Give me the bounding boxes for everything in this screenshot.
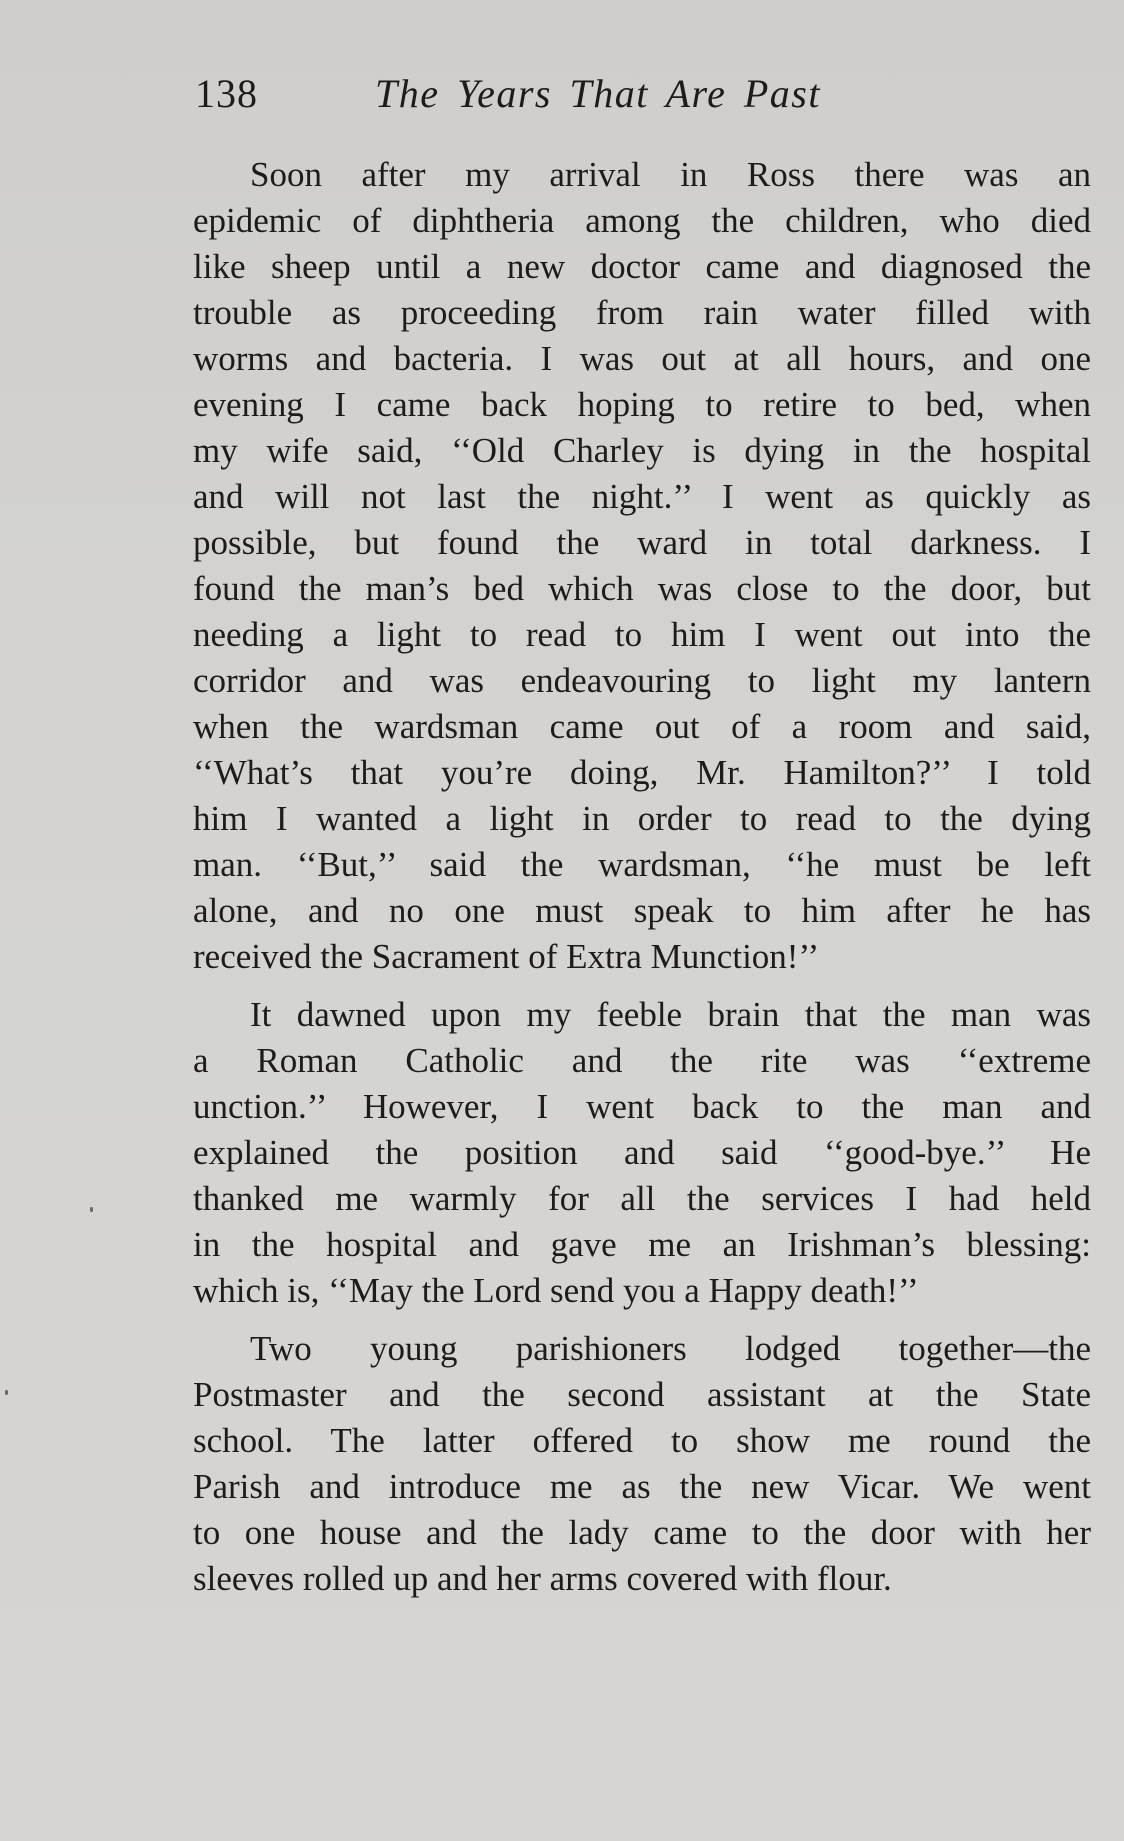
text-line: my wife said, ‘‘Old Charley is dying in the hospital — [193, 431, 1091, 470]
text-line: him I wanted a light in order to read to the dying — [193, 799, 1091, 838]
body-text — [193, 152, 1091, 1614]
text-line: Parish and introduce me as the new Vicar. We went — [193, 1467, 1091, 1506]
text-line: sleeves rolled up and her arms covered with flour. — [193, 1559, 892, 1598]
text-line: worms and bacteria. I was out at all hours, and one — [193, 339, 1091, 378]
text-line: like sheep until a new doctor came and diagnosed the — [193, 247, 1091, 286]
text-line: Soon after my arrival in Ross there was an — [250, 155, 1091, 194]
text-line: and will not last the night.’’ I went as quickly as — [193, 477, 1091, 516]
text-line: unction.’’ However, I went back to the man and — [193, 1087, 1091, 1126]
paragraph — [193, 1326, 1091, 1602]
text-line: thanked me warmly for all the services I had held — [193, 1179, 1091, 1218]
running-title: The Years That Are Past — [375, 71, 821, 116]
page-number: 138 — [195, 71, 258, 116]
text-line: ‘‘What’s that you’re doing, Mr. Hamilton?’’ I told — [193, 753, 1091, 792]
text-line: found the man’s bed which was close to the door, but — [193, 569, 1091, 608]
text-line: Postmaster and the second assistant at the State — [193, 1375, 1091, 1414]
text-line: received the Sacrament of Extra Munction!’’ — [193, 937, 820, 976]
text-line: trouble as proceeding from rain water filled with — [193, 293, 1091, 332]
text-line: a Roman Catholic and the rite was ‘‘extreme — [193, 1041, 1091, 1080]
text-line: explained the position and said ‘‘good-bye.’’ He — [193, 1133, 1091, 1172]
text-line: when the wardsman came out of a room and said, — [193, 707, 1091, 746]
text-line: to one house and the lady came to the door with her — [193, 1513, 1091, 1552]
text-line: evening I came back hoping to retire to bed, when — [193, 385, 1091, 424]
text-line: corridor and was endeavouring to light my lantern — [193, 661, 1091, 700]
text-line: possible, but found the ward in total darkness. I — [193, 523, 1091, 562]
text-line: in the hospital and gave me an Irishman’s blessing: — [193, 1225, 1091, 1264]
page-header — [195, 70, 1095, 130]
paragraph — [193, 152, 1091, 980]
text-line: It dawned upon my feeble brain that the man was — [250, 995, 1091, 1034]
text-line: man. ‘‘But,’’ said the wardsman, ‘‘he must be left — [193, 845, 1091, 884]
text-line: Two young parishioners lodged together—the — [250, 1329, 1091, 1368]
paragraph — [193, 992, 1091, 1314]
text-line: needing a light to read to him I went out into the — [193, 615, 1091, 654]
text-line: epidemic of diphtheria among the children, who died — [193, 201, 1091, 240]
paper-speck — [90, 1207, 93, 1212]
text-line: which is, ‘‘May the Lord send you a Happy death!’’ — [193, 1271, 919, 1310]
paper-speck — [5, 1390, 8, 1395]
text-line: school. The latter offered to show me round the — [193, 1421, 1091, 1460]
text-line: alone, and no one must speak to him after he has — [193, 891, 1091, 930]
